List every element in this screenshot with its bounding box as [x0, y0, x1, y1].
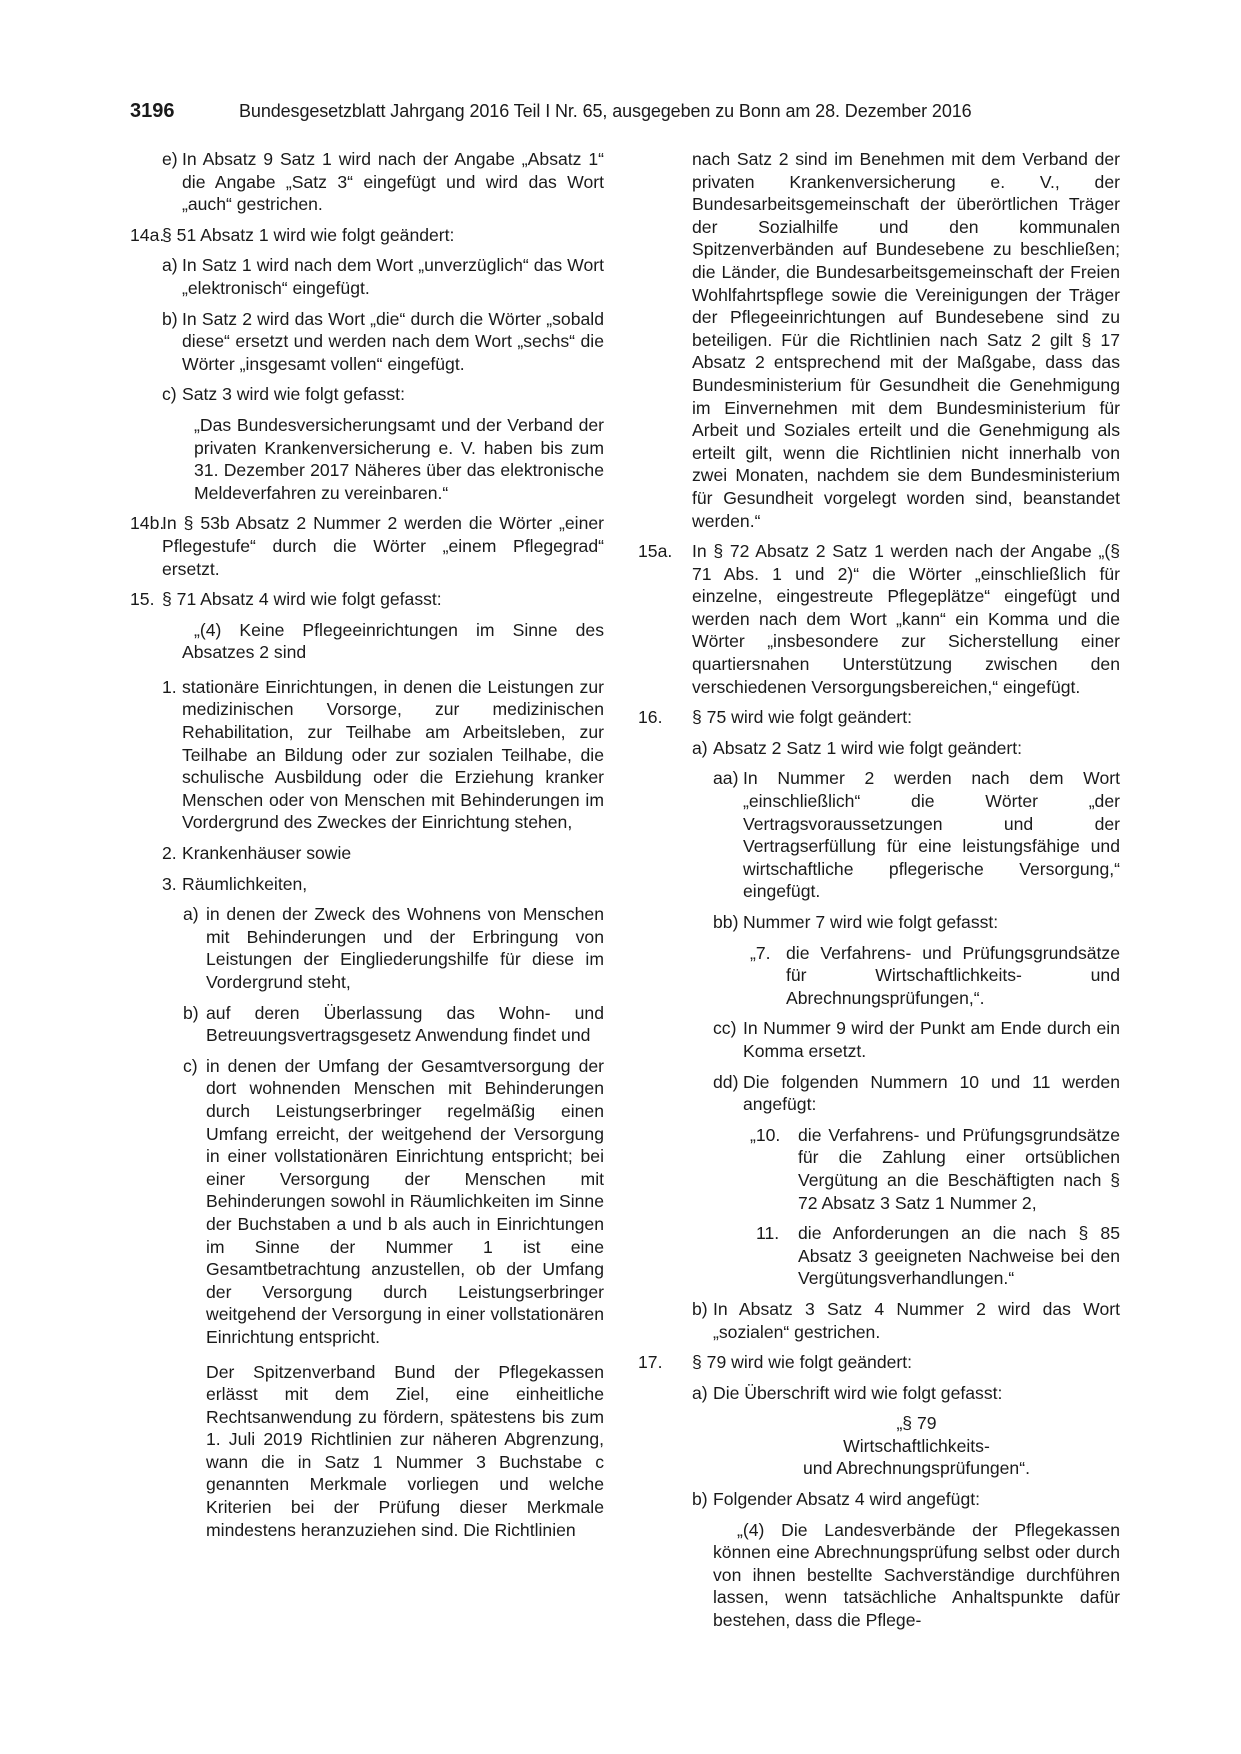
item-text: Nummer 7 wird wie folgt gefasst: — [743, 912, 999, 932]
item-label: a) — [692, 737, 708, 758]
item-text: § 75 wird wie folgt geändert: — [692, 707, 913, 728]
item-14a-a — [130, 254, 604, 299]
item-label: a) — [692, 1382, 708, 1403]
item-text: Satz 3 wird wie folgt gefasst: — [182, 384, 405, 405]
item-text: die Verfahrens- und Prüfungsgrundsätze für die Zahlung einer ortsüblichen Vergütung an die Beschäftigten nach § 72 Absatz 3 Satz 1 Nummer 2, — [798, 1124, 1120, 1213]
item-15-2 — [130, 842, 604, 865]
item-label: 1. — [162, 676, 177, 697]
heading-line: Wirtschaftlichkeits- — [843, 1435, 990, 1456]
item-label: 14b. — [130, 513, 165, 534]
item-label: a) — [162, 255, 178, 276]
item-e — [130, 148, 604, 216]
item-text: Räumlichkeiten, — [182, 873, 308, 894]
item-label: 15. — [130, 589, 155, 610]
item-label: b) — [183, 1002, 199, 1023]
item-text: die Verfahrens- und Prüfungsgrundsätze für Wirtschaftlichkeits- und Abrechnungsprüfungen,“. — [786, 942, 1120, 1008]
item-label: a) — [183, 904, 199, 925]
item-text: In Satz 2 wird das Wort „die“ durch die Wörter „sobald diese“ ersetzt und werden nach dem Wort „sechs“ die Wörter „insgesamt vollen“ eingefügt. — [182, 308, 604, 374]
item-17-b — [638, 1488, 1120, 1511]
item-text: Krankenhäuser sowie — [182, 843, 352, 864]
item-text: auf deren Überlassung das Wohn- und Betreuungsvertragsgesetz Anwendung findet und — [206, 1002, 604, 1046]
item-label: 3. — [162, 873, 177, 894]
item-label: bb) — [713, 912, 739, 932]
item-15 — [130, 588, 604, 611]
item-label: 15a. — [638, 541, 673, 562]
item-text: In Satz 1 wird nach dem Wort „unverzüglich“ das Wort „elektronisch“ eingefügt. — [182, 255, 604, 298]
item-text: In Absatz 9 Satz 1 wird nach der Angabe „Absatz 1“ die Angabe „Satz 3“ eingefügt und wird das Wort „auch“ gestrichen. — [182, 149, 604, 215]
continued-paragraph: nach Satz 2 sind im Benehmen mit dem Verband der privaten Krankenversicherung e. V., der Bundesarbeitsgemeinschaft der überörtlichen Träger der Sozialhilfe und den kommunalen Spitzenverbänden auf Bundesebene zu beschließen; die Länder, die Bundesarbeitsgemeinschaft der Freien Wohlfahrtspflege sowie die Vereinigungen der Träger der Pflegeeinrichtungen auf Bundesebene sind zu beteiligen. Für die Richtlinien nach Satz 2 gilt § 17 Absatz 2 entsprechend mit der Maßgabe, dass das Bundesministerium für Gesundheit die Genehmigung im Einvernehmen mit dem Bundesministerium für Arbeit und Soziales erteilt und die Genehmigung als erteilt gilt, wenn die Richtlinien nicht innerhalb von zwei Monaten, nachdem sie dem Bundesministerium für Gesundheit vorgelegt worden sind, beanstandet werden.“ — [692, 149, 1120, 531]
item-label: b) — [692, 1489, 708, 1510]
item-14a — [130, 224, 604, 247]
item-15-3-b — [130, 1002, 604, 1047]
item-17-a — [638, 1382, 1120, 1405]
item-label: dd) — [713, 1071, 739, 1092]
item-label: 14a. — [130, 224, 165, 245]
item-label: 17. — [638, 1352, 663, 1373]
item-text: stationäre Einrichtungen, in denen die Leistungen zur medizinischen Vorsorge, zur medizinischen Rehabilitation, zur Teilhabe am Arbeitsleben, zur Teilhabe an Bildung oder zur sozialen Teilhabe, die schulische Ausbildung oder die Erziehung kranker Menschen oder von Menschen mit Behinderungen im Vordergrund des Zweckes der Einrichtung stehen, — [182, 676, 604, 833]
item-text: In § 72 Absatz 2 Satz 1 werden nach der Angabe „(§ 71 Abs. 1 und 2)“ die Wörter „einschließlich für einzelne, eingestreute Pflegeplätze“ eingefügt und werden nach dem Wort „kann“ ein Komma und die Wörter „insbesondere zur Sicherstellung einer quartiersnahen Unterstützung zwischen den verschiedenen Versorgungsbereichen,“ eingefügt. — [692, 541, 1120, 697]
closing-paragraph-15: Der Spitzenverband Bund der Pflegekassen erlässt mit dem Ziel, eine einheitliche Rechtsanwendung zu fördern, spätestens bis zum 1. Juli 2019 Richtlinien zur näheren Abgrenzung, wann die in Satz 1 Nummer 3 Buchstabe c genannten Merkmale vorliegen und welche Kriterien bei der Prüfung dieser Merkmale mindestens heranzuziehen sind. Die Richtlinien — [206, 1361, 604, 1540]
item-text: Absatz 2 Satz 1 wird wie folgt geändert: — [713, 737, 1023, 758]
item-label: 2. — [162, 843, 177, 864]
quote-17-b: „(4) Die Landesverbände der Pflegekassen können eine Abrechnungsprüfung selbst oder durch von ihnen bestellte Sachverständige durchführen lassen, wenn tatsächliche Anhaltspunkte dafür bestehen, dass die Pflege- — [713, 1519, 1120, 1631]
item-15-1 — [130, 676, 604, 834]
item-text: Folgender Absatz 4 wird angefügt: — [713, 1489, 981, 1510]
item-text: in denen der Umfang der Gesamtversorgung der dort wohnenden Menschen mit Behinderungen durch Leistungserbringer regelmäßig einen Umfang erreicht, der weitgehend der Versorgung in einer vollstationären Einrichtung entspricht; bei einer Versorgung der Menschen mit Behinderungen sowohl in Räumlichkeiten im Sinne der Buchstaben a und b als auch in Einrichtungen im Sinne der Nummer 1 ist eine Gesamtbetrachtung anzustellen, ob der Umfang der Versorgung durch Leistungserbringer weitgehend der Versorgung in einer vollstationären Einrichtung entspricht. — [206, 1055, 604, 1347]
item-16 — [638, 706, 1120, 729]
item-label: 11. — [756, 1223, 780, 1244]
item-14a-c — [130, 383, 604, 406]
item-label: aa) — [713, 768, 739, 789]
quote-14a-c: „Das Bundesversicherungsamt und der Verband der privaten Krankenversicherung e. V. haben bis zum 31. Dezember 2017 Näheres über das elektronische Meldeverfahren zu vereinbaren.“ — [194, 414, 604, 503]
item-15-3-a — [130, 903, 604, 993]
item-16-b — [638, 1298, 1120, 1343]
quote-15: „(4) Keine Pflegeeinrichtungen im Sinne des Absatzes 2 sind — [182, 619, 604, 663]
item-text: § 71 Absatz 4 wird wie folgt gefasst: — [162, 589, 442, 610]
heading-line: und Abrechnungsprüfungen“. — [803, 1458, 1030, 1479]
item-16-a-bb — [638, 911, 1120, 934]
right-column — [638, 148, 1120, 1632]
item-16-a-cc — [638, 1017, 1120, 1062]
item-label: e) — [162, 149, 178, 169]
item-14b — [130, 512, 604, 580]
item-15-3-c — [130, 1055, 604, 1349]
page-number: 3196 — [130, 100, 175, 122]
item-text: die Anforderungen an die nach § 85 Absatz 3 geeigneten Nachweise bei den Vergütungsverhandlungen.“ — [798, 1223, 1120, 1289]
item-text: In § 53b Absatz 2 Nummer 2 werden die Wörter „einer Pflegestufe“ durch die Wörter „einem Pflegegrad“ ersetzt. — [162, 513, 604, 579]
left-column — [130, 148, 604, 1541]
item-text: in denen der Zweck des Wohnens von Menschen mit Behinderungen und der Erbringung von Leistungen der Eingliederungshilfe für diese im Vordergrund steht, — [206, 904, 604, 992]
item-label: c) — [183, 1055, 198, 1076]
new-heading-79 — [638, 1412, 1120, 1480]
item-text: Die folgenden Nummern 10 und 11 werden angefügt: — [743, 1071, 1120, 1115]
item-text: In Nummer 2 werden nach dem Wort „einschließlich“ die Wörter „der Vertragsvoraussetzungen und der Vertragserfüllung für eine leistungsfähige und wirtschaftliche pflegerische Versorgung,“ eingefügt. — [743, 768, 1120, 902]
item-label: cc) — [713, 1018, 737, 1039]
item-15-3 — [130, 873, 604, 896]
item-text: In Nummer 9 wird der Punkt am Ende durch ein Komma ersetzt. — [743, 1018, 1120, 1061]
item-text: § 79 wird wie folgt geändert: — [692, 1352, 913, 1373]
item-14a-b — [130, 308, 604, 376]
heading-line: „§ 79 — [896, 1413, 937, 1434]
item-label: b) — [162, 308, 178, 329]
item-label: 16. — [638, 707, 663, 728]
item-text: § 51 Absatz 1 wird wie folgt geändert: — [162, 224, 455, 245]
item-16-a-dd — [638, 1071, 1120, 1116]
item-text: In Absatz 3 Satz 4 Nummer 2 wird das Wort „sozialen“ gestrichen. — [713, 1298, 1120, 1342]
item-text: Die Überschrift wird wie folgt gefasst: — [713, 1382, 1003, 1403]
item-label: „10. — [750, 1124, 781, 1145]
quote-16-dd-10 — [638, 1124, 1120, 1214]
item-15a — [638, 540, 1120, 698]
item-16-a-aa — [638, 767, 1120, 903]
item-label: b) — [692, 1298, 708, 1319]
item-label: „7. — [750, 942, 771, 963]
running-head: Bundesgesetzblatt Jahrgang 2016 Teil I Nr. 65, ausgegeben zu Bonn am 28. Dezember 2016 — [239, 101, 972, 121]
item-16-a — [638, 737, 1120, 760]
item-label: c) — [162, 384, 177, 405]
quote-16-dd-11 — [638, 1222, 1120, 1290]
item-17 — [638, 1351, 1120, 1374]
quote-16-bb — [638, 942, 1120, 1010]
